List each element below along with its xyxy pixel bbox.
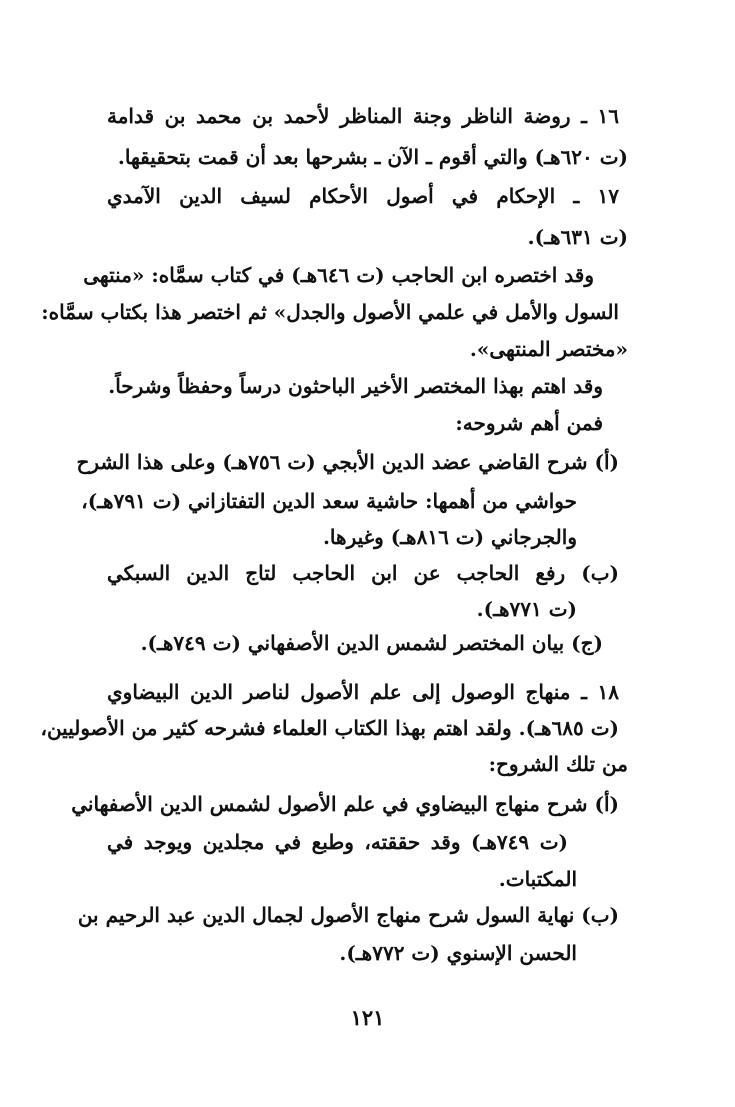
sub-item-a2-line-1: (أ) شرح منهاج البيضاوي في علم الأصول لشمس الدين الأصفهاني [71, 792, 619, 816]
paragraph-1-line-1: وقد اختصره ابن الحاجب (ت ٦٤٦هـ) في كتاب سمَّاه: «منتهى [83, 263, 594, 287]
sub-item-a2-line-2: (ت ٧٤٩هـ) وقد حققته، وطبع في مجلدين ويوجد في [107, 830, 568, 854]
paragraph-1-line-3: «مختصر المنتهى». [469, 337, 628, 361]
sub-item-b-line-1: (ب) رفع الحاجب عن ابن الحاجب لتاج الدين السبكي [107, 561, 619, 585]
item-18-line-1: ١٨ ـ منهاج الوصول إلى علم الأصول لناصر الدين البيضاوي [107, 680, 620, 704]
sub-item-b2-line-2: الحسن الإسنوي (ت ٧٧٢هـ). [339, 941, 577, 965]
sub-item-a-line-1: (أ) شرح القاضي عضد الدين الأبجي (ت ٧٥٦هـ) وعلى هذا الشرح [76, 450, 619, 474]
sub-item-b-line-2: (ت ٧٧١هـ). [476, 597, 577, 621]
paragraph-3: فمن أهم شروحه: [455, 411, 603, 435]
paragraph-1-line-2: السول والأمل في علمي الأصول والجدل» ثم اختصر هذا بكتاب سمَّاه: [41, 300, 619, 324]
item-17-line-1: ١٧ ـ الإحكام في أصول الأحكام لسيف الدين الآمدي [107, 184, 619, 208]
sub-item-b2-line-1: (ب) نهاية السول شرح منهاج الأصول لجمال الدين عبد الرحيم بن [77, 903, 619, 927]
item-17-line-2: (ت ٦٣١هـ). [527, 225, 628, 249]
page-number: ١٢١ [350, 1005, 385, 1030]
item-18-line-3: من تلك الشروح: [488, 752, 628, 776]
paragraph-2: وقد اهتم بهذا المختصر الأخير الباحثون درساً وحفظاً وشرحاً. [108, 374, 603, 398]
item-16-line-1: ١٦ ـ روضة الناظر وجنة المناظر لأحمد بن محمد بن قدامة [107, 104, 619, 128]
sub-item-c: (ج) بيان المختصر لشمس الدين الأصفهاني (ت ٧٤٩هـ). [140, 631, 603, 655]
sub-item-a-line-2: حواشي من أهمها: حاشية سعد الدين التفتازاني (ت ٧٩١هـ)، [81, 489, 577, 513]
sub-item-a2-line-3: المكتبات. [498, 867, 577, 891]
sub-item-a-line-3: والجرجاني (ت ٨١٦هـ) وغيرها. [322, 525, 577, 549]
item-16-line-2: (ت ٦٢٠هـ) والتي أقوم ـ الآن ـ بشرحها بعد أن قمت بتحقيقها. [117, 145, 628, 169]
item-18-line-2: (ت ٦٨٥هـ). ولقد اهتم بهذا الكتاب العلماء فشرحه كثير من الأصوليين، [40, 716, 619, 740]
